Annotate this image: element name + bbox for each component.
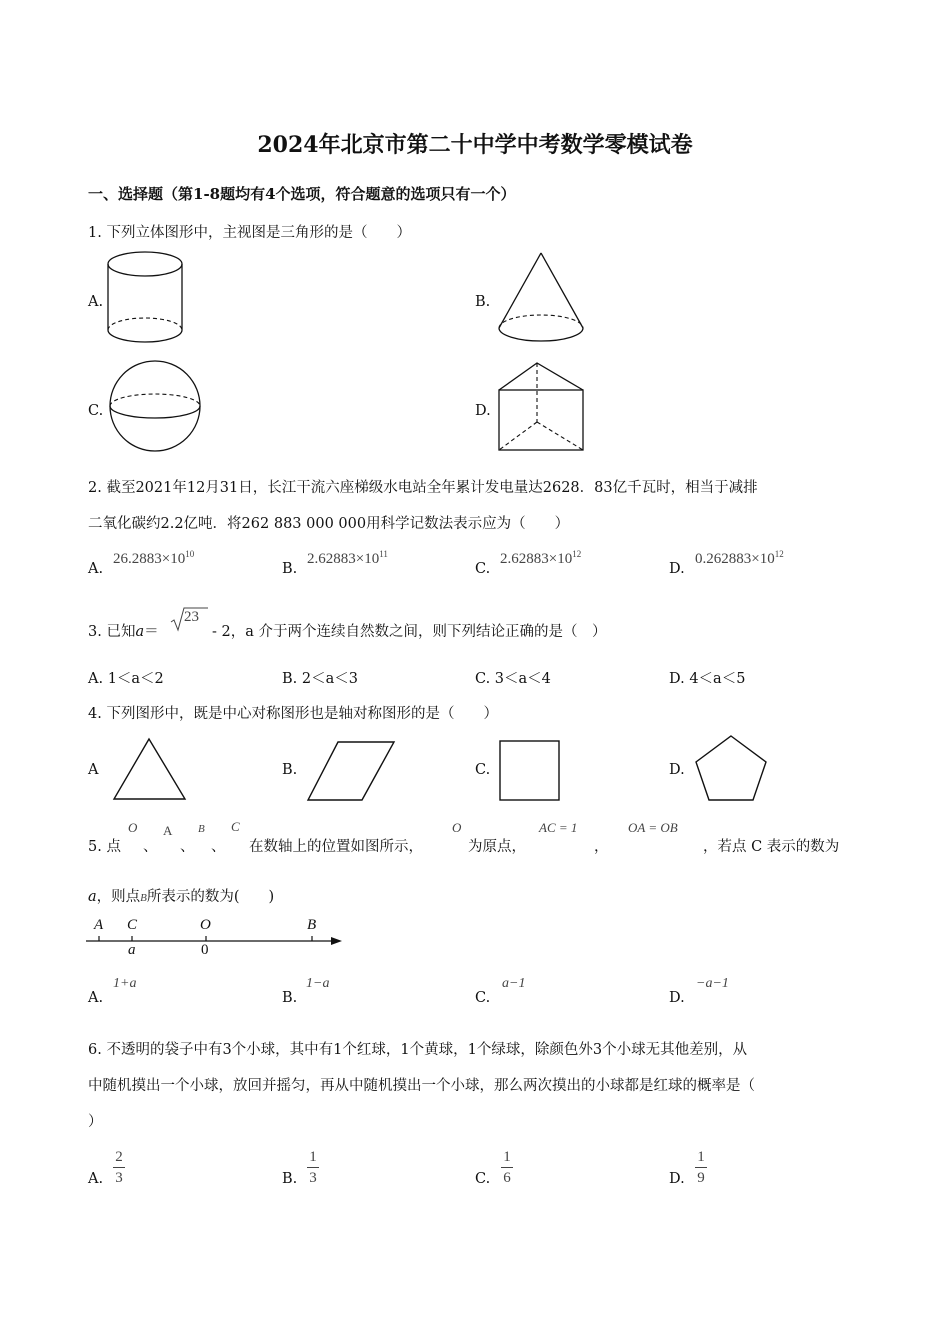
- q1-option-b[interactable]: B.: [475, 294, 491, 310]
- q5-text2: 为原点，: [468, 839, 526, 855]
- q1-option-a[interactable]: A.: [88, 294, 104, 310]
- q2-option-c-label[interactable]: C.: [475, 561, 491, 577]
- sphere-icon: [108, 360, 204, 456]
- q4-option-a[interactable]: A: [88, 762, 99, 778]
- axis-value-c: a: [128, 942, 136, 958]
- q1-option-c[interactable]: C.: [88, 403, 104, 419]
- section-heading: 一、选择题（第1-8题均有4个选项，符合题意的选项只有一个）: [88, 185, 516, 203]
- q3-option-a[interactable]: A. 1＜a＜2: [88, 671, 164, 687]
- q2-option-b-label[interactable]: B.: [282, 561, 298, 577]
- q5-eq-oa-ob: OA = OB: [628, 820, 678, 835]
- q3-option-d[interactable]: D. 4＜a＜5: [669, 671, 746, 687]
- q5-num: 5. 点: [88, 839, 121, 855]
- triangle-icon: [112, 737, 188, 803]
- q6-option-d-label[interactable]: D.: [669, 1171, 685, 1187]
- axis-label-c: C: [127, 917, 138, 933]
- q6-option-d-fraction: 1 9: [695, 1149, 707, 1186]
- axis-label-b: B: [307, 917, 317, 933]
- q6-option-b-label[interactable]: B.: [282, 1171, 298, 1187]
- q6-option-c-fraction: 1 6: [501, 1149, 513, 1186]
- q4-option-b[interactable]: B.: [282, 762, 298, 778]
- q6-option-c-label[interactable]: C.: [475, 1171, 491, 1187]
- q5-point-b: B: [198, 823, 205, 835]
- q6-stem-line1: 6. 不透明的袋子中有3个小球，其中有1个红球，1个黄球，1个绿球，除颜色外3个小球无其他差别，从: [88, 1042, 748, 1058]
- q5-point-a: A: [163, 823, 173, 838]
- square-icon: [498, 739, 562, 803]
- q5-comma: ，: [594, 839, 609, 855]
- q6-option-a-fraction: 2 3: [113, 1149, 125, 1186]
- page-title: 2024年北京市第二十中学中考数学零模试卷: [257, 132, 693, 158]
- triangular-prism-icon: [497, 360, 587, 454]
- q5-option-b-value: 1−a: [306, 976, 330, 991]
- q5-sep1: 、: [143, 839, 158, 855]
- cone-icon: [495, 250, 590, 346]
- q6-stem-line2: 中随机摸出一个小球，放回并摇匀，再从中随机摸出一个小球，那么两次摸出的小球都是红球的概率是（: [88, 1078, 755, 1094]
- q3-stem-end: - 2，a 介于两个连续自然数之间，则下列结论正确的是（ ）: [212, 624, 607, 640]
- q5-option-b-label[interactable]: B.: [282, 990, 298, 1006]
- q5-text3: ，若点 C 表示的数为: [703, 839, 840, 855]
- q4-option-c[interactable]: C.: [475, 762, 491, 778]
- q6-option-a-label[interactable]: A.: [88, 1171, 104, 1187]
- q3-sqrt-value: 23: [184, 609, 199, 625]
- pentagon-icon: [694, 734, 770, 804]
- q5-origin: O: [452, 820, 462, 835]
- q3-option-c[interactable]: C. 3＜a＜4: [475, 671, 551, 687]
- q5-option-d-label[interactable]: D.: [669, 990, 685, 1006]
- q5-option-c-label[interactable]: C.: [475, 990, 491, 1006]
- q2-option-b-value: $2.62883\times 10^{11}$: [307, 549, 388, 567]
- q5-option-a-label[interactable]: A.: [88, 990, 104, 1006]
- axis-label-a: A: [94, 917, 104, 933]
- q5-sep3: 、: [211, 839, 226, 855]
- q2-stem-line1: 2. 截至2021年12月31日，长江干流六座梯级水电站全年累计发电量达2628．83亿千瓦时，相当于减排: [88, 480, 758, 496]
- q2-option-a-label[interactable]: A.: [88, 561, 104, 577]
- parallelogram-icon: [306, 740, 396, 804]
- q5-option-d-value: −a−1: [696, 976, 729, 991]
- q3-option-b[interactable]: B. 2＜a＜3: [282, 671, 358, 687]
- q1-stem: 1. 下列立体图形中，主视图是三角形的是（ ）: [88, 225, 411, 241]
- axis-value-o: 0: [201, 942, 209, 958]
- q2-option-c-value: $2.62883\times 10^{12}$: [500, 549, 582, 567]
- q6-option-b-fraction: 1 3: [307, 1149, 319, 1186]
- q5-point-c: C: [231, 819, 240, 834]
- q2-stem-line2: 二氧化碳约2.2亿吨．将262 883 000 000用科学记数法表示应为（ ）: [88, 516, 570, 532]
- q6-stem-line3: ）: [88, 1114, 103, 1130]
- q5-text1: 在数轴上的位置如图所示，: [249, 839, 423, 855]
- q5-stem-line2: a，则点B所表示的数为( ): [88, 889, 275, 905]
- q1-option-d[interactable]: D.: [475, 403, 491, 419]
- q4-stem: 4. 下列图形中，既是中心对称图形也是轴对称图形的是（ ）: [88, 706, 498, 722]
- q4-option-d[interactable]: D.: [669, 762, 685, 778]
- q5-option-a-value: 1+a: [113, 976, 137, 991]
- q2-option-d-label[interactable]: D.: [669, 561, 685, 577]
- axis-label-o: O: [200, 917, 211, 933]
- q5-eq-ac: AC = 1: [539, 820, 578, 835]
- q2-option-d-value: $0.262883\times 10^{12}$: [695, 549, 784, 567]
- q5-sep2: 、: [180, 839, 195, 855]
- q5-point-o: O: [128, 820, 138, 835]
- q2-option-a-value: $26.2883\times 10^{10}$: [113, 549, 195, 567]
- q5-option-c-value: a−1: [502, 976, 526, 991]
- q3-stem-start: 3. 已知a＝: [88, 624, 159, 640]
- cylinder-icon: [105, 250, 190, 346]
